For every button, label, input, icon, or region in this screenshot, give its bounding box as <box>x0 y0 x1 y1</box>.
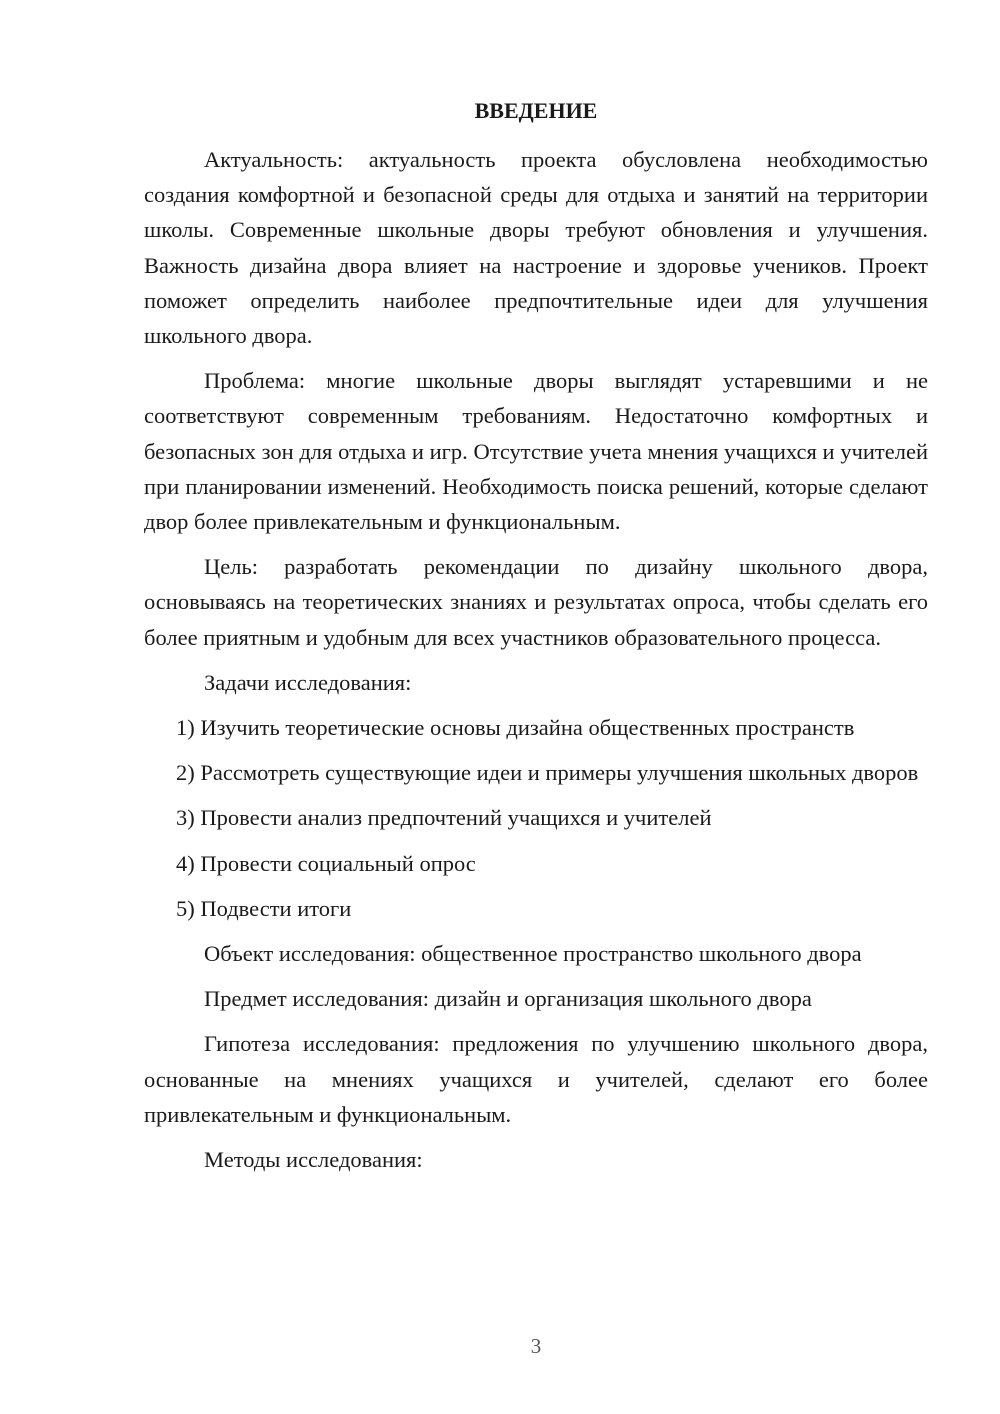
task-item-2: 2) Рассмотреть существующие идеи и примеры улучшения школьных дворов <box>176 760 919 786</box>
section-title: ВВЕДЕНИЕ <box>474 98 598 123</box>
page-number: 3 <box>530 1334 542 1358</box>
problem-paragraph: Проблема: многие школьные дворы выглядят устаревшими и не соответствуют современным требованиям. Недостаточно комфортных и безопасных зон для отдыха и игр. Отсутствие учета мнения учащихся и учителей при планировании изменений. Необходимость поиска решений, которые сделают двор более привлекательным и функциональным. <box>144 368 928 535</box>
task-item-4: 4) Провести социальный опрос <box>176 850 476 876</box>
task-item-1: 1) Изучить теоретические основы дизайна общественных пространств <box>176 715 855 741</box>
tasks-heading: Задачи исследования: <box>204 669 412 695</box>
hypothesis-paragraph: Гипотеза исследования: предложения по улучшению школьного двора, основанные на мнениях учащихся и учителей, сделают его более привлекательным и функциональным. <box>144 1031 928 1127</box>
document-body <box>144 142 928 1187</box>
methods-heading: Методы исследования: <box>204 1147 423 1173</box>
subject-paragraph: Предмет исследования: дизайн и организация школьного двора <box>204 986 812 1012</box>
relevance-paragraph: Актуальность: актуальность проекта обусловлена необходимостью создания комфортной и безопасной среды для отдыха и занятий на территории школы. Современные школьные дворы требуют обновления и улучшения. Важность дизайна двора влияет на настроение и здоровье учеников. Проект поможет определить наиболее предпочтительные идеи для улучшения школьного двора. <box>144 147 928 349</box>
object-paragraph: Объект исследования: общественное пространство школьного двора <box>204 941 862 967</box>
goal-paragraph: Цель: разработать рекомендации по дизайну школьного двора, основываясь на теоретических знаниях и результатах опроса, чтобы сделать его более приятным и удобным для всех участников образовательного процесса. <box>144 554 928 650</box>
task-item-3: 3) Провести анализ предпочтений учащихся и учителей <box>176 805 712 831</box>
task-item-5: 5) Подвести итоги <box>176 895 352 921</box>
